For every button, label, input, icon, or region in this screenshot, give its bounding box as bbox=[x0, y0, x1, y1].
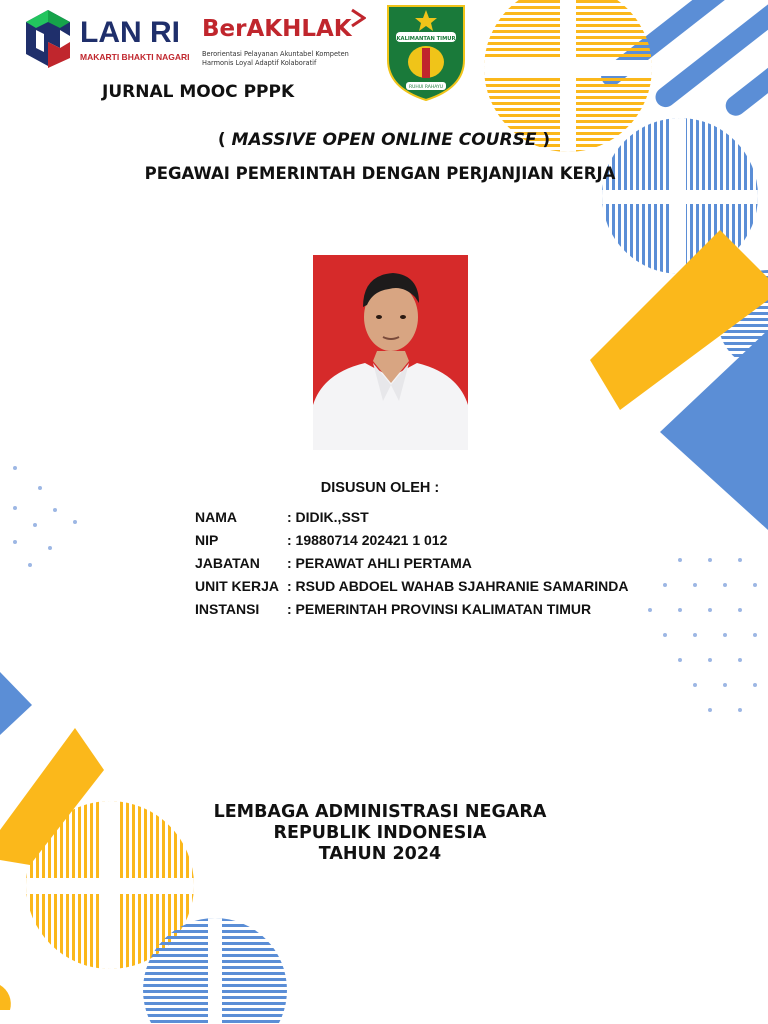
document-label: JURNAL MOOC PPPK bbox=[102, 82, 295, 102]
info-key: INSTANSI bbox=[195, 601, 260, 617]
info-value: : RSUD ABDOEL WAHAB SJAHRANIE SAMARINDA bbox=[287, 578, 629, 594]
subtitle: ( MASSIVE OPEN ONLINE COURSE ) bbox=[217, 130, 551, 150]
compiled-by-heading: DISUSUN OLEH : bbox=[320, 480, 440, 496]
lan-ri-logo: LAN RI MAKARTI BHAKTI NAGARI bbox=[22, 8, 182, 74]
kalimantan-timur-emblem bbox=[382, 2, 470, 102]
info-key: JABATAN bbox=[195, 555, 260, 571]
info-row-unit-kerja bbox=[195, 578, 628, 601]
info-value: : PEMERINTAH PROVINSI KALIMATAN TIMUR bbox=[287, 601, 592, 617]
info-key: NAMA bbox=[195, 509, 237, 525]
info-row-jabatan bbox=[195, 555, 628, 578]
info-row-instansi bbox=[195, 601, 628, 624]
svg-text:RUHUI RAHAYU: RUHUI RAHAYU bbox=[408, 85, 444, 90]
info-value: : 19880714 202421 1 012 bbox=[287, 532, 448, 548]
lan-ri-mark-icon bbox=[22, 8, 78, 70]
institution-footer bbox=[0, 802, 760, 865]
berakhlak-logo: BerAKHLAK Berorientasi Pelayanan Akuntabel Kompeten Harmonis Loyal Adaptif Kolaboratif bbox=[200, 6, 368, 70]
footer-line-3: TAHUN 2024 bbox=[318, 844, 442, 864]
arrow-swoosh-icon bbox=[350, 8, 366, 28]
dot-grid-right bbox=[648, 558, 757, 712]
info-value: : DIDIK.,SST bbox=[287, 509, 369, 525]
footer-line-2: REPUBLIK INDONESIA bbox=[273, 823, 487, 843]
info-row-nama bbox=[195, 509, 628, 532]
author-info bbox=[195, 509, 628, 624]
info-key: NIP bbox=[195, 532, 219, 548]
svg-text:KALIMANTAN TIMUR: KALIMANTAN TIMUR bbox=[396, 36, 456, 42]
info-value: : PERAWAT AHLI PERTAMA bbox=[287, 555, 472, 571]
portrait-photo bbox=[313, 255, 468, 450]
footer-line-1: LEMBAGA ADMINISTRASI NEGARA bbox=[213, 802, 547, 822]
page-title: PEGAWAI PEMERINTAH DENGAN PERJANJIAN KERJA bbox=[144, 164, 616, 183]
info-row-nip bbox=[195, 532, 628, 555]
info-key: UNIT KERJA bbox=[195, 578, 280, 594]
